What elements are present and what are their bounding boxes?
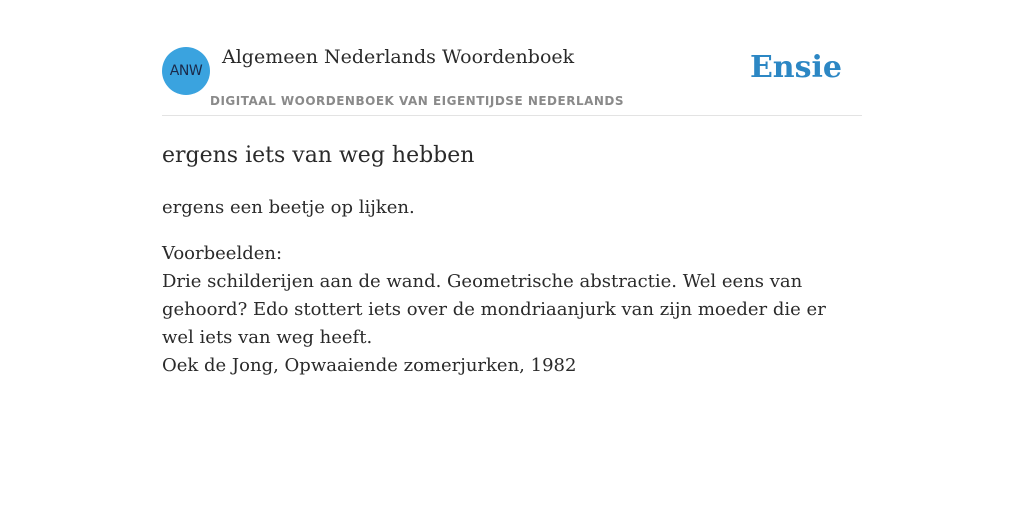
entry-definition: ergens een beetje op lijken. bbox=[162, 197, 415, 218]
anw-logo[interactable] bbox=[162, 47, 210, 95]
logo-text: ANW bbox=[169, 63, 203, 79]
example-source: Oek de Jong, Opwaaiende zomerjurken, 1982 bbox=[162, 355, 577, 376]
ensie-brand-link[interactable]: Ensie bbox=[749, 50, 842, 85]
example-text: Drie schilderijen aan de wand. Geometrische abstractie. Wel eens van gehoord? Edo stottert iets over de mondriaanjurk van zijn moeder die er wel iets van weg heeft. bbox=[162, 271, 826, 348]
entry-content bbox=[162, 142, 862, 380]
examples-label: Voorbeelden: bbox=[162, 243, 283, 264]
site-subtitle: DIGITAAL WOORDENBOEK VAN EIGENTIJDSE NEDERLANDS bbox=[210, 94, 625, 108]
site-header bbox=[162, 0, 862, 116]
entry-title: ergens iets van weg hebben bbox=[162, 143, 475, 168]
main-container bbox=[162, 0, 862, 380]
examples-section bbox=[162, 240, 862, 380]
site-title[interactable]: Algemeen Nederlands Woordenboek bbox=[222, 46, 575, 68]
